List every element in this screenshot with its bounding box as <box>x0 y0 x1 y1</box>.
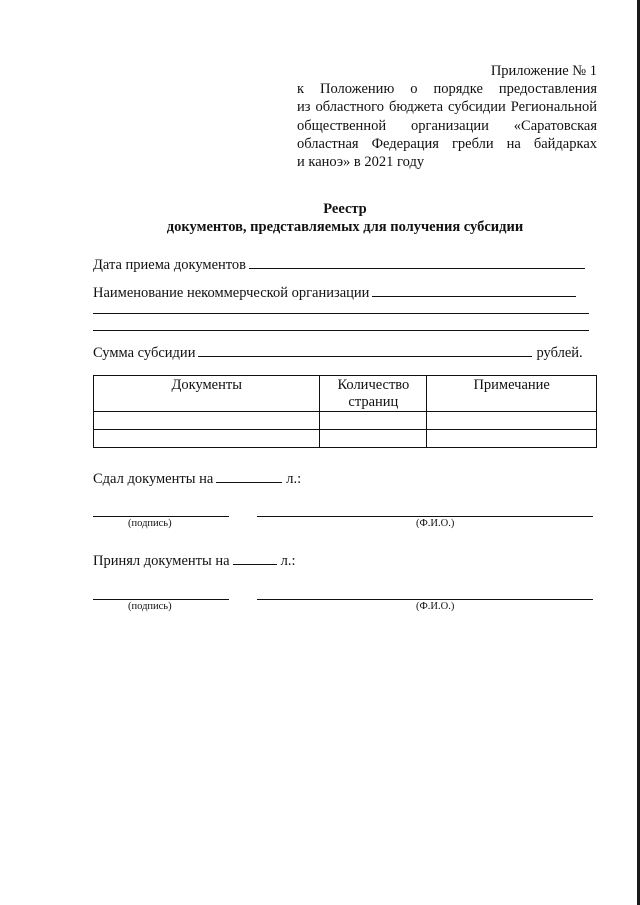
document-title: Реестр <box>323 201 367 217</box>
handed-row <box>93 468 301 488</box>
handed-name-line[interactable] <box>257 516 593 517</box>
received-name-caption: (Ф.И.О.) <box>416 601 455 612</box>
document-subtitle: документов, представляемых для получения субсидии <box>166 219 524 235</box>
sum-unit: рублей. <box>536 345 583 361</box>
header-note: Примечание <box>427 376 597 412</box>
handed-signature-caption: (подпись) <box>128 518 172 529</box>
date-label: Дата приема документов <box>93 257 247 273</box>
table-cell[interactable] <box>427 412 597 430</box>
table-cell[interactable] <box>94 412 320 430</box>
handed-unit: л.: <box>286 471 302 487</box>
received-row <box>93 550 295 570</box>
header-documents: Документы <box>94 376 320 412</box>
sum-row <box>93 342 583 362</box>
received-pages-field[interactable] <box>233 550 277 565</box>
received-label: Принял документы на <box>93 553 230 569</box>
table-cell[interactable] <box>427 430 597 448</box>
received-name-line[interactable] <box>257 599 593 600</box>
sum-label: Сумма субсидии <box>93 345 196 361</box>
date-field[interactable] <box>249 254 585 269</box>
appendix-line-5: и каноэ» в 2021 году <box>297 154 425 171</box>
documents-table <box>93 375 597 448</box>
appendix-line-1: к Положению о порядке предоставления <box>297 81 597 98</box>
org-row <box>93 282 576 302</box>
org-label: Наименование некоммерческой организации <box>93 285 370 301</box>
received-unit: л.: <box>280 553 296 569</box>
received-signature-line[interactable] <box>93 599 229 600</box>
handed-name-caption: (Ф.И.О.) <box>416 518 455 529</box>
handed-label: Сдал документы на <box>93 471 214 487</box>
handed-signature-line[interactable] <box>93 516 229 517</box>
table-row <box>94 412 597 430</box>
appendix-block <box>297 62 597 171</box>
table-row <box>94 430 597 448</box>
table-cell[interactable] <box>320 430 427 448</box>
appendix-line-2: из областного бюджета субсидии Региональной <box>297 99 597 116</box>
table-cell[interactable] <box>320 412 427 430</box>
header-page-count: Количество страниц <box>320 376 427 412</box>
appendix-line-3: общественной организации «Саратовская <box>297 117 597 134</box>
handed-pages-field[interactable] <box>216 468 282 483</box>
org-field-line-2[interactable] <box>93 313 589 314</box>
table-header-row <box>94 376 597 412</box>
appendix-number: Приложение № 1 <box>490 63 597 79</box>
appendix-line-4: областная Федерация гребли на байдарках <box>297 135 597 152</box>
received-signature-caption: (подпись) <box>128 601 172 612</box>
sum-field[interactable] <box>198 342 532 357</box>
org-field[interactable] <box>372 282 576 297</box>
table-cell[interactable] <box>94 430 320 448</box>
date-row <box>93 254 585 274</box>
org-field-line-3[interactable] <box>93 330 589 331</box>
